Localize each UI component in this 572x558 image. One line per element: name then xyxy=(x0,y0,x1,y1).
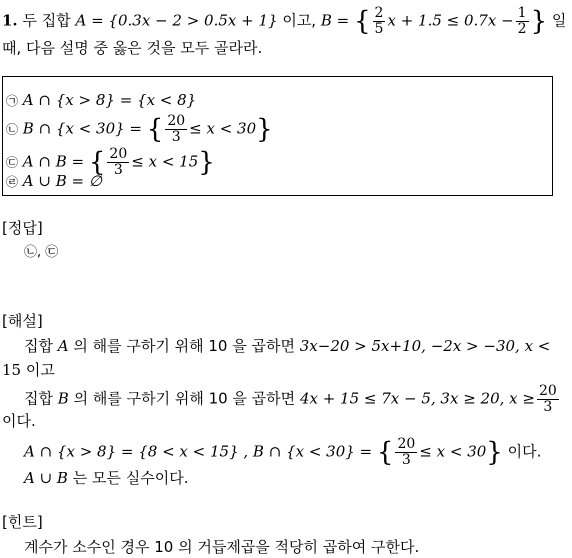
explanation-line6 xyxy=(24,468,189,488)
choice-text: A ∪ B = ∅ xyxy=(22,172,102,190)
explanation-text: 이고 xyxy=(25,361,55,379)
explanation-text: 의 해를 구하기 위해 10 을 곱하면 xyxy=(73,389,296,408)
choice-text: A ∩ {x > 8} = {x < 8} xyxy=(22,91,197,109)
explanation-math: 3x−20 > 5x+10, −2x > −30, x < xyxy=(299,337,551,355)
left-brace: { xyxy=(146,114,164,145)
explanation-math: 15 xyxy=(2,361,22,379)
fraction: $\frac{1}{2}$ xyxy=(517,5,527,37)
explanation-line3 xyxy=(24,384,561,415)
choice-marker: ㉣ xyxy=(6,175,19,189)
fraction: $\frac{2}{5}$ xyxy=(374,5,384,37)
right-brace: } xyxy=(256,114,273,145)
problem-stem-line1 xyxy=(2,6,566,37)
choice-text: ≤ x < 30 xyxy=(189,119,257,138)
hint-heading: [힌트] xyxy=(2,513,43,531)
choice-4 xyxy=(6,171,102,192)
choice-marker: ㉡ xyxy=(6,122,19,137)
answer-value: ㉡, ㉢ xyxy=(24,245,59,260)
hint-text: 계수가 소수인 경우 10 의 거듭제곱을 적당히 곱하여 구한다. xyxy=(24,538,420,556)
explanation-line5 xyxy=(24,437,541,468)
explanation-math: A ∪ B xyxy=(24,469,68,487)
right-brace: } xyxy=(198,147,215,178)
explanation-math: ≤ x < 30 xyxy=(419,442,487,461)
fraction: $\frac{20}{3}$ xyxy=(397,436,416,468)
problem-number: 1. xyxy=(2,11,18,30)
left-brace: { xyxy=(376,437,394,468)
choice-marker: ㉢ xyxy=(6,155,19,170)
left-brace: { xyxy=(354,6,371,37)
fraction: $\frac{20}{3}$ xyxy=(109,146,128,178)
explanation-text: 집합 xyxy=(24,337,53,355)
explanation-text: 이다. xyxy=(507,442,542,461)
explanation-heading: [해설] xyxy=(2,312,43,330)
explanation-text: 의 해를 구하기 위해 10 을 곱하면 xyxy=(73,337,295,355)
stem-text: 일 xyxy=(551,11,567,30)
fraction: $\frac{20}{3}$ xyxy=(167,113,186,145)
explanation-text: 집합 xyxy=(24,389,53,408)
variable: B xyxy=(57,389,69,408)
explanation-text: 는 모든 실수이다. xyxy=(72,469,189,487)
left-brace: { xyxy=(88,147,106,178)
set-a-definition: A = {0.3x − 2 > 0.5x + 1} xyxy=(75,11,278,30)
choice-2 xyxy=(6,114,273,145)
choice-text: B ∩ {x < 30} = xyxy=(22,119,142,138)
choice-1 xyxy=(6,90,196,111)
stem-text: 이고, xyxy=(282,11,317,30)
explanation-line1 xyxy=(24,336,550,356)
choice-text: ≤ x < 15 xyxy=(131,152,199,171)
explanation-math: 4x + 15 ≤ 7x − 5, 3x ≥ 20, x ≥ xyxy=(299,389,535,408)
set-b-label: B = xyxy=(320,11,350,30)
answer-heading: [정답] xyxy=(2,219,43,237)
set-b-inequality: x + 1.5 ≤ 0.7x − xyxy=(387,11,514,30)
explanation-math: A ∩ {x > 8} = {8 < x < 15} , B ∩ {x < 30} = xyxy=(24,442,373,461)
right-brace: } xyxy=(486,437,503,468)
explanation-line2 xyxy=(2,360,55,380)
choice-marker: ㉠ xyxy=(6,94,19,108)
explanation-line4: 이다. xyxy=(2,412,36,430)
variable: A xyxy=(57,337,69,355)
right-brace: } xyxy=(530,6,548,37)
choice-text: A ∩ B = xyxy=(22,152,85,171)
stem-text: 두 집합 xyxy=(22,11,71,30)
problem-stem-line2: 때, 다음 설명 중 옳은 것을 모두 골라라. xyxy=(2,39,263,57)
fraction: $\frac{20}{3}$ xyxy=(538,383,557,415)
